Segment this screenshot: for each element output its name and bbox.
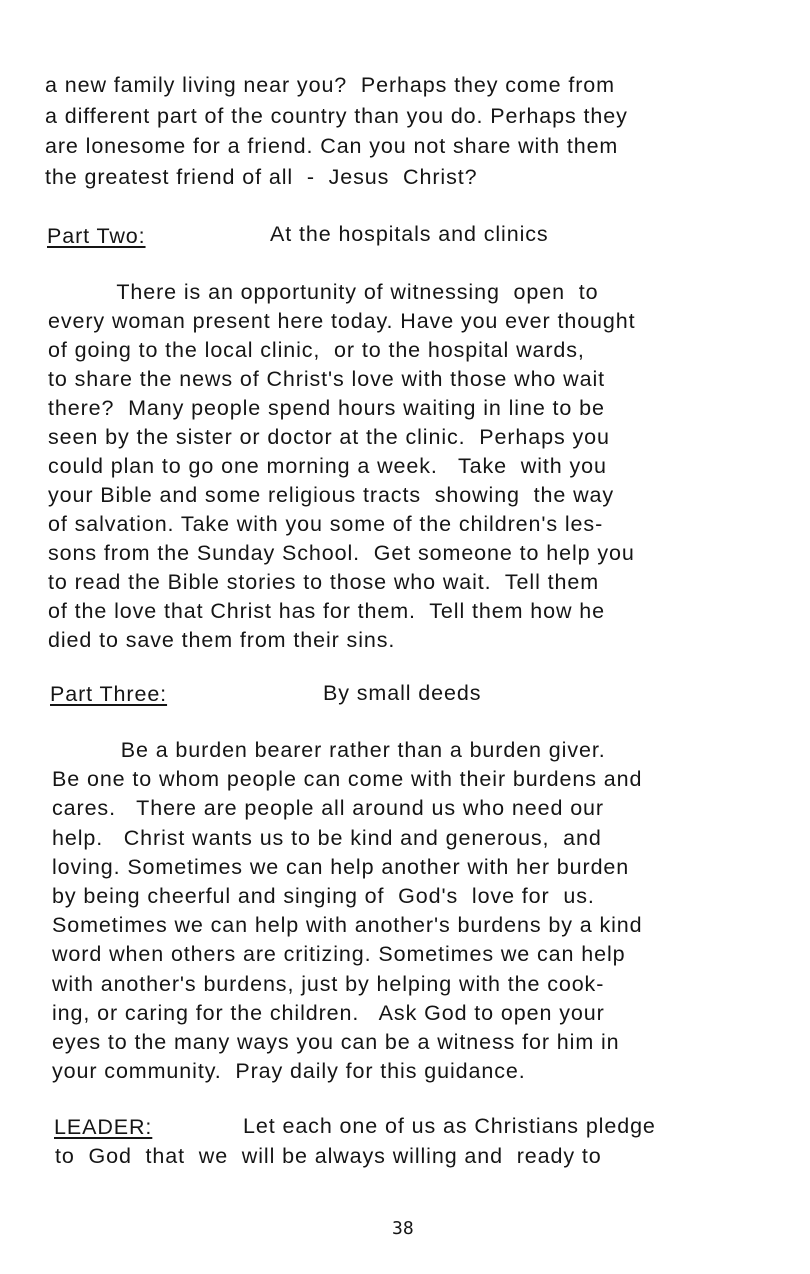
leader-label: LEADER:	[54, 1115, 153, 1139]
text-line: your community. Pray daily for this guidance.	[52, 1059, 526, 1084]
text-line: are lonesome for a friend. Can you not share with them	[45, 134, 619, 158]
text-line: to share the news of Christ's love with those who wait	[48, 367, 605, 391]
text-line: by being cheerful and singing of God's love for us.	[52, 884, 595, 908]
text-line: a different part of the country than you do. Perhaps they	[45, 103, 628, 128]
text-line: with another's burdens, just by helping with the cook-	[52, 971, 605, 996]
text-line: Be one to whom people can come with their burdens and	[52, 767, 643, 792]
text-line: seen by the sister or doctor at the clinic. Perhaps you	[48, 425, 610, 449]
text-line: ing, or caring for the children. Ask God to open your	[52, 1000, 605, 1025]
text-line: eyes to the many ways you can be a witness for him in	[52, 1030, 620, 1054]
text-line: Be a burden bearer rather than a burden giver.	[52, 738, 606, 762]
text-line: every woman present here today. Have you ever thought	[48, 309, 636, 333]
text-line: to God that we will be always willing and ready to	[55, 1144, 602, 1168]
text-line: to read the Bible stories to those who wait. Tell them	[48, 570, 600, 594]
text-line: There is an opportunity of witnessing open to	[48, 280, 599, 304]
text-line: a new family living near you? Perhaps they come from	[45, 73, 615, 97]
text-line: Let each one of us as Christians pledge	[243, 1114, 656, 1138]
text-line: Sometimes we can help with another's burdens by a kind	[52, 913, 643, 938]
text-line: help. Christ wants us to be kind and generous, and	[52, 825, 602, 850]
section-title: By small deeds	[323, 681, 482, 705]
text-line: cares. There are people all around us who need our	[52, 796, 604, 821]
section-title: At the hospitals and clinics	[270, 222, 549, 246]
section-label: Part Three:	[50, 682, 168, 706]
section-label: Part Two:	[47, 224, 146, 248]
text-line: of the love that Christ has for them. Tell them how he	[48, 599, 605, 623]
text-line: could plan to go one morning a week. Take with you	[48, 454, 607, 478]
page-number: 38	[392, 1218, 414, 1239]
text-line: word when others are critizing. Sometimes we can help	[52, 942, 626, 967]
text-line: your Bible and some religious tracts showing the way	[48, 483, 615, 507]
text-line: there? Many people spend hours waiting in line to be	[48, 396, 605, 420]
text-line: loving. Sometimes we can help another with her burden	[52, 854, 630, 879]
text-line: sons from the Sunday School. Get someone to help you	[48, 541, 635, 565]
text-line: of going to the local clinic, or to the hospital wards,	[48, 338, 585, 362]
text-line: of salvation. Take with you some of the children's les-	[48, 512, 604, 536]
text-line: died to save them from their sins.	[48, 628, 396, 652]
text-line: the greatest friend of all - Jesus Christ?	[45, 164, 478, 189]
